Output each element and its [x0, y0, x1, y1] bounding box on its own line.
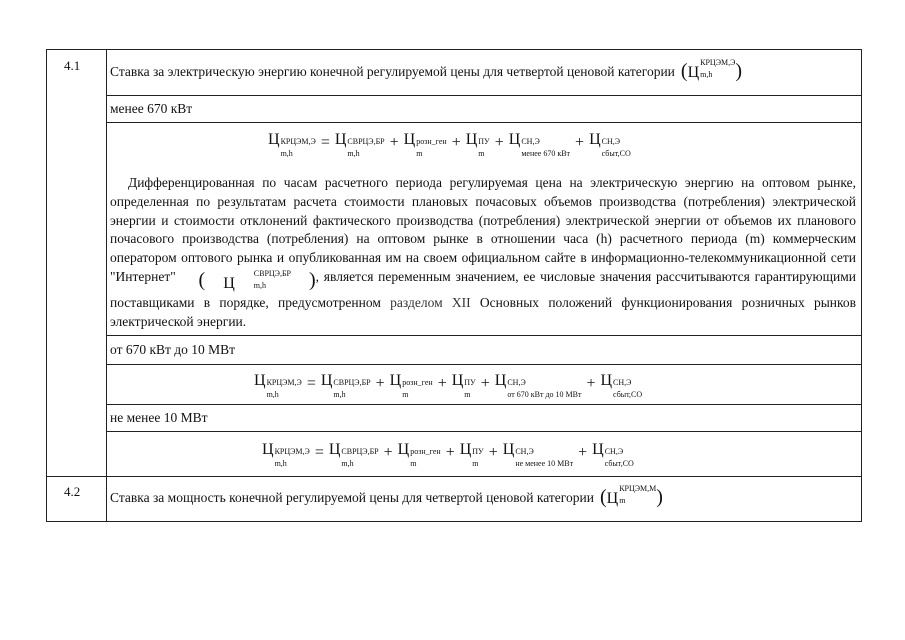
- title-symbol: ( Ц КРЦЭМ,Э m,h ): [680, 58, 743, 82]
- formula-term: Ц СВРЦЭ,БР m,h: [320, 372, 371, 399]
- row-title: [110, 60, 742, 83]
- symbol-sup: КРЦЭМ,Э: [700, 58, 736, 67]
- row-divider: [46, 476, 862, 477]
- formula-term: Ц СВРЦЭ,БР m,h: [328, 441, 379, 468]
- equals-sign: =: [314, 444, 324, 461]
- formula-term: Ц СН,Э сбыт,СО: [600, 372, 643, 399]
- formula-term: Ц розн_ген m: [389, 372, 433, 399]
- row-title: [110, 486, 663, 509]
- row-divider: [106, 364, 862, 365]
- paragraph-text: Основных положений функционирования розничных рынков электрической энергии.: [110, 294, 857, 329]
- formula-term: Ц ПУ m: [465, 131, 490, 158]
- plus-sign: +: [575, 134, 585, 151]
- table-bottom-border: [46, 521, 862, 522]
- plus-sign: +: [480, 375, 490, 392]
- section-reference-link[interactable]: разделом XII: [390, 294, 471, 310]
- formula-term: Ц ПУ m: [459, 441, 484, 468]
- formula-term: Ц розн_ген m: [403, 131, 447, 158]
- symbol-base: Ц: [687, 64, 700, 81]
- paragraph-text: Дифференцированная по часам расчетного периода регулируемая цена на электрическую энергию на оптовом рынке, определенная по результатам расчета стоимости плановых почасовых объемов производства (потребления) электрической энергии и стоимости отклонений фактического производства (потребления) электрической энергии от объемов их планового почасового производства (потребления) на оптовом рынке в отношении часа (h) расчетного периода (m) коммерческим оператором оптового рынка и опубликованная им на своем официальном сайте в информационно-телекоммуникационной сети "Интернет": [110, 175, 856, 284]
- symbol-base: Ц: [606, 490, 619, 507]
- formula-term: Ц СН,Э от 670 кВт до 10 МВт: [494, 372, 582, 399]
- symbol-sub: m: [619, 496, 626, 505]
- row-number: 4.1: [64, 58, 81, 73]
- table-right-border: [861, 49, 862, 522]
- power-range-label: не менее 10 МВт: [110, 410, 208, 425]
- paragraph-text: , является переменным значением, ее числовые значения рассчитываются гарантирующими поставщиками в порядке, предусмотренном: [110, 268, 856, 310]
- price-formula: [268, 131, 631, 158]
- formula-lhs: Ц КРЦЭМ,Э m,h: [254, 372, 302, 399]
- plus-sign: +: [488, 444, 498, 461]
- plus-sign: +: [578, 444, 588, 461]
- formula-term: Ц СН,Э менее 670 кВт: [508, 131, 571, 158]
- definition-paragraph: [110, 174, 856, 331]
- symbol-sub: m,h: [700, 70, 713, 79]
- row-divider: [106, 335, 862, 336]
- plus-sign: +: [445, 444, 455, 461]
- price-formula: [262, 441, 634, 468]
- row-title-text: Ставка за электрическую энергию конечной регулируемой цены для четвертой ценовой категории: [110, 63, 675, 79]
- row-divider: [106, 431, 862, 432]
- plus-sign: +: [375, 375, 385, 392]
- formula-term: Ц СВРЦЭ,БР m,h: [334, 131, 385, 158]
- formula-term: Ц ПУ m: [451, 372, 476, 399]
- symbol-sup: КРЦЭМ,М: [619, 484, 657, 493]
- row-title-text: Ставка за мощность конечной регулируемой цены для четвертой ценовой категории: [110, 489, 594, 505]
- table-left-border: [46, 49, 47, 522]
- power-range-label: от 670 кВт до 10 МВт: [110, 342, 236, 357]
- column-divider: [106, 49, 107, 522]
- table-top-border: [46, 49, 862, 50]
- plus-sign: +: [383, 444, 393, 461]
- paragraph-symbol: ( Ц СВРЦЭ,БР m,h ): [198, 268, 316, 292]
- formula-lhs: Ц КРЦЭМ,Э m,h: [262, 441, 310, 468]
- row-divider: [106, 95, 862, 96]
- formula-lhs: Ц КРЦЭМ,Э m,h: [268, 131, 316, 158]
- row-divider: [106, 122, 862, 123]
- plus-sign: +: [451, 134, 461, 151]
- formula-term: Ц СН,Э не менее 10 МВт: [502, 441, 574, 468]
- row-divider: [106, 404, 862, 405]
- equals-sign: =: [306, 375, 316, 392]
- plus-sign: +: [389, 134, 399, 151]
- price-formula: [254, 372, 642, 399]
- plus-sign: +: [437, 375, 447, 392]
- plus-sign: +: [494, 134, 504, 151]
- title-symbol: ( Ц КРЦЭМ,М m ): [599, 484, 663, 508]
- formula-term: Ц розн_ген m: [397, 441, 441, 468]
- plus-sign: +: [586, 375, 596, 392]
- equals-sign: =: [320, 134, 330, 151]
- formula-term: Ц СН,Э сбыт,СО: [589, 131, 631, 158]
- power-range-label: менее 670 кВт: [110, 101, 193, 116]
- formula-term: Ц СН,Э сбыт,СО: [592, 441, 634, 468]
- row-number: 4.2: [64, 484, 81, 499]
